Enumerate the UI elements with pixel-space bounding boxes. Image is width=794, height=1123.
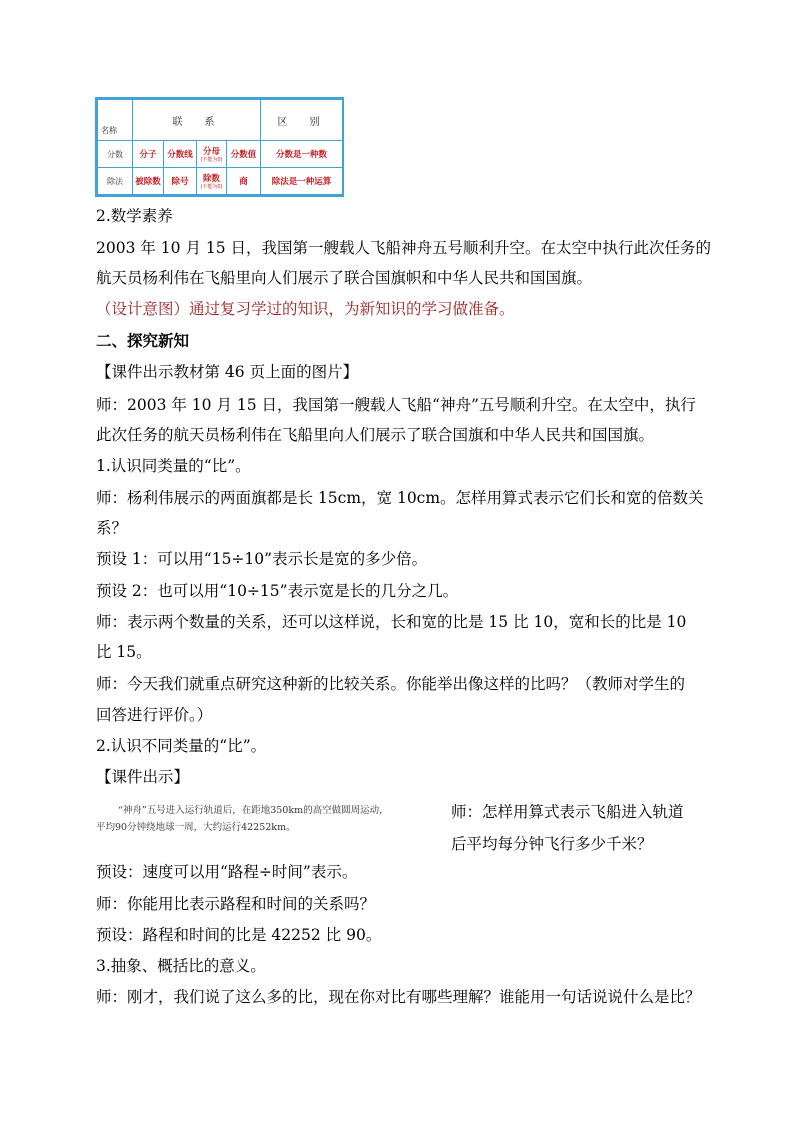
design-intent: （设计意图）通过复习学过的知识，为新知识的学习做准备。 xyxy=(96,300,515,318)
paragraph-line: 航天员杨利伟在飞船里向人们展示了联合国旗帜和中华人民共和国国旗。 xyxy=(96,269,593,287)
paragraph-line: 师：刚才，我们说了这么多的比，现在你对比有哪些理解？谁能用一句话说说什么是比？ xyxy=(96,988,701,1006)
cell-main: 分母 xyxy=(202,147,220,157)
table-header-name: 名称 xyxy=(98,100,133,141)
snippet-line: 平均90分钟绕地球一周，大约运行42252km。 xyxy=(96,822,296,833)
row-label: 除法 xyxy=(98,168,133,195)
paragraph-line: 【课件出示教材第 46 页上面的图片】 xyxy=(96,363,359,381)
snippet-line: “神舟”五号进入运行轨道后，在距地350km的高空做圆周运动， xyxy=(118,805,389,816)
cell-note: (不能为0) xyxy=(200,157,223,163)
table-cell: 分数线 xyxy=(164,141,197,168)
paragraph-line: 师：2003 年 10 月 15 日，我国第一艘载人飞船“神舟”五号顺利升空。在太空中，执行 xyxy=(96,396,696,414)
side-question xyxy=(451,796,711,860)
paragraph-line: 师：今天我们就重点研究这种新的比较关系。你能举出像这样的比吗？（教师对学生的 xyxy=(96,675,686,693)
side-question-line: 后平均每分钟飞行多少千米？ xyxy=(451,835,653,853)
table-header-difference: 区 别 xyxy=(261,100,343,141)
paragraph-line: 系？ xyxy=(96,519,128,537)
table-cell-diff: 分数是一种数 xyxy=(261,141,343,168)
paragraph-line: 比 15。 xyxy=(96,643,152,661)
section-heading: 二、探究新知 xyxy=(96,332,190,350)
paragraph-line: 预设 1：可以用“15÷10”表示长是宽的多少倍。 xyxy=(96,550,428,568)
paragraph-line: 师：杨利伟展示的两面旗都是长 15cm，宽 10cm。怎样用算式表示它们长和宽的倍数关 xyxy=(96,489,704,507)
subsection-heading: 1.认识同类量的“比”。 xyxy=(96,457,251,475)
table-cell: 分数值 xyxy=(227,141,261,168)
table-cell: 被除数 xyxy=(133,168,164,195)
table-cell xyxy=(197,141,227,168)
paragraph-line: 师：表示两个数量的关系，还可以这样说，长和宽的比是 15 比 10，宽和长的比是 10 xyxy=(96,613,687,631)
comparison-table xyxy=(95,97,344,197)
paragraph-line: 预设：路程和时间的比是 42252 比 90。 xyxy=(96,926,382,944)
table-cell: 分子 xyxy=(133,141,164,168)
table-row xyxy=(98,141,343,168)
cell-main: 除数 xyxy=(202,174,220,184)
paragraph-line: 预设：速度可以用“路程÷时间”表示。 xyxy=(96,863,358,881)
table-header-relation: 联 系 xyxy=(133,100,261,141)
table-cell xyxy=(197,168,227,195)
table-cell-diff: 除法是一种运算 xyxy=(261,168,343,195)
paragraph-line: 【课件出示】 xyxy=(96,768,190,786)
paragraph-line: 预设 2：也可以用“10÷15”表示宽是长的几分之几。 xyxy=(96,582,459,600)
paragraph-line: 2003 年 10 月 15 日，我国第一艘载人飞船神舟五号顺利升空。在太空中执行此次任务的 xyxy=(96,239,712,257)
table-cell: 商 xyxy=(227,168,261,195)
section-heading: 2.数学素养 xyxy=(96,207,173,225)
paragraph-line: 回答进行评价。） xyxy=(96,706,213,724)
row-label: 分数 xyxy=(98,141,133,168)
textbook-snippet xyxy=(96,802,436,836)
table-row xyxy=(98,168,343,195)
subsection-heading: 3.抽象、概括比的意义。 xyxy=(96,957,266,975)
side-question-line: 师：怎样用算式表示飞船进入轨道 xyxy=(451,803,684,821)
table-cell: 除号 xyxy=(164,168,197,195)
cell-note: (不能为0) xyxy=(200,184,223,190)
paragraph-line: 此次任务的航天员杨利伟在飞船里向人们展示了联合国旗和中华人民共和国国旗。 xyxy=(96,426,655,444)
subsection-heading: 2.认识不同类量的“比”。 xyxy=(96,737,267,755)
paragraph-line: 师：你能用比表示路程和时间的关系吗？ xyxy=(96,895,376,913)
